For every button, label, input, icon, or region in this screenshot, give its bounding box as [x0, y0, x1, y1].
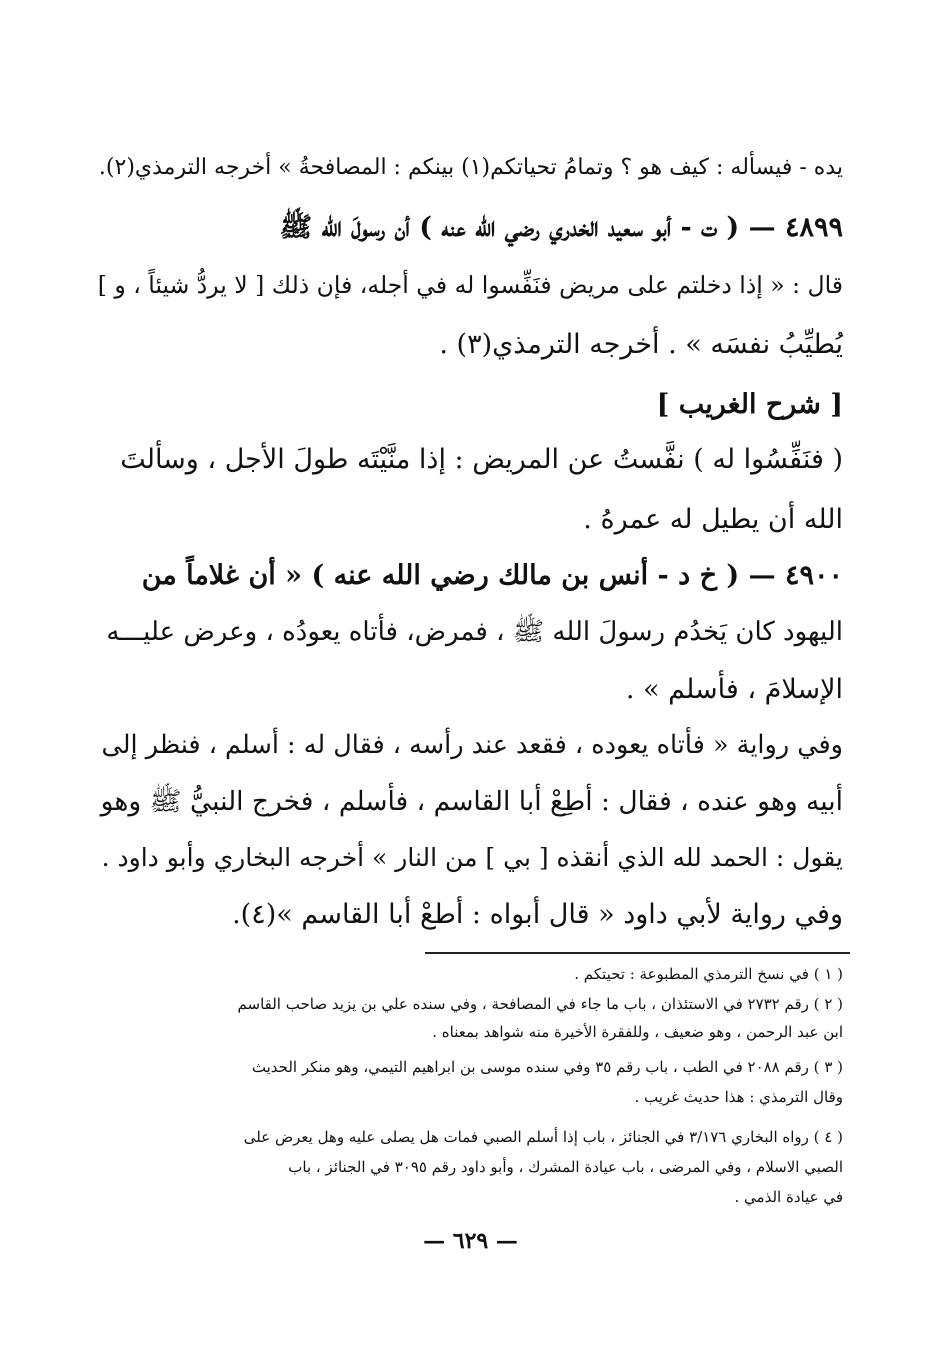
hadith-heading-4900: ٤٩٠٠ — ( خ د - أنس بن مالك رضي الله عنه ) « أن غلاماً من: [141, 560, 843, 591]
footnote-line: وقال الترمذي : هذا حديث غريب .: [634, 1088, 843, 1106]
footnote-line: ( ٤ ) رواه البخاري ٣/١٧٦ في الجنائز ، باب إذا أسلم الصبي فمات هل يصلى عليه وهل يعرض على: [243, 1128, 843, 1146]
footnote-divider: [425, 952, 850, 954]
footnote-line: ( ٢ ) رقم ٢٧٣٢ في الاستئذان ، باب ما جاء في المصافحة ، وفي سنده علي بن يزيد صاحب القاسم: [237, 995, 843, 1013]
body-line: يُطيِّبُ نفسَه » . أخرجه الترمذي(٣) .: [439, 329, 843, 360]
body-line: يده - فيسأله : كيف هو ؟ وتمامُ تحياتكم(١) بينكم : المصافحةُ » أخرجه الترمذي(٢).: [98, 155, 843, 180]
footnote-line: ( ٣ ) رقم ٢٠٨٨ في الطب ، باب رقم ٣٥ وفي سنده موسى بن ابراهيم التيمي، وهو منكر الحديث: [251, 1058, 843, 1076]
body-line: وفي رواية لأبي داود « قال أبواه : أطعْ أبا القاسم »(٤).: [232, 899, 843, 930]
body-line: وفي رواية « فأتاه يعوده ، فقعد عند رأسه ، فقال له : أسلم ، فنظر إلى: [101, 730, 843, 760]
body-line: اليهود كان يَخدُم رسولَ الله ﷺ ، فمرض، فأتاه يعودُه ، وعرض عليـــه: [106, 617, 843, 647]
page-number: — ٦٢٩ —: [423, 1228, 518, 1254]
footnote-line: في عيادة الذمي .: [734, 1188, 843, 1206]
body-line: أبيه وهو عنده ، فقال : أطِعْ أبا القاسم ، فأسلم ، فخرج النبيُّ ﷺ وهو: [100, 786, 843, 817]
body-line: الإسلامَ ، فأسلم » .: [625, 674, 843, 705]
footnote-line: ابن عبد الرحمن ، وهو ضعيف ، وللفقرة الأخيرة منه شواهد بمعناه .: [432, 1023, 843, 1041]
footnote-line: ( ١ ) في نسخ الترمذي المطبوعة : تحيتكم .: [574, 965, 843, 983]
body-line: قال : « إذا دخلتم على مريض فنَفِّسوا له في أجله، فإن ذلك [ لا يردُّ شيئاً ، و ]: [97, 271, 843, 299]
hadith-heading-4899: ٤٨٩٩ — ( ت - أبو سعيد الخدري رضي الله عنه ) أن رسولَ الله ﷺ: [279, 212, 843, 243]
body-line: يقول : الحمد لله الذي أنقذه [ بي ] من النار » أخرجه البخاري وأبو داود .: [101, 843, 843, 872]
body-line: الله أن يطيل له عمرهُ .: [583, 504, 843, 535]
section-heading-gharib: [ شرح الغريب ]: [656, 389, 843, 420]
body-line: ( فنَفِّسُوا له ) نفَّستُ عن المريض : إذا منَّيْتَه طولَ الأجل ، وسألتَ: [120, 444, 843, 475]
footnote-line: الصبي الاسلام ، وفي المرضى ، باب عيادة المشرك ، وأبو داود رقم ٣٠٩٥ في الجنائز ، باب: [288, 1158, 843, 1176]
